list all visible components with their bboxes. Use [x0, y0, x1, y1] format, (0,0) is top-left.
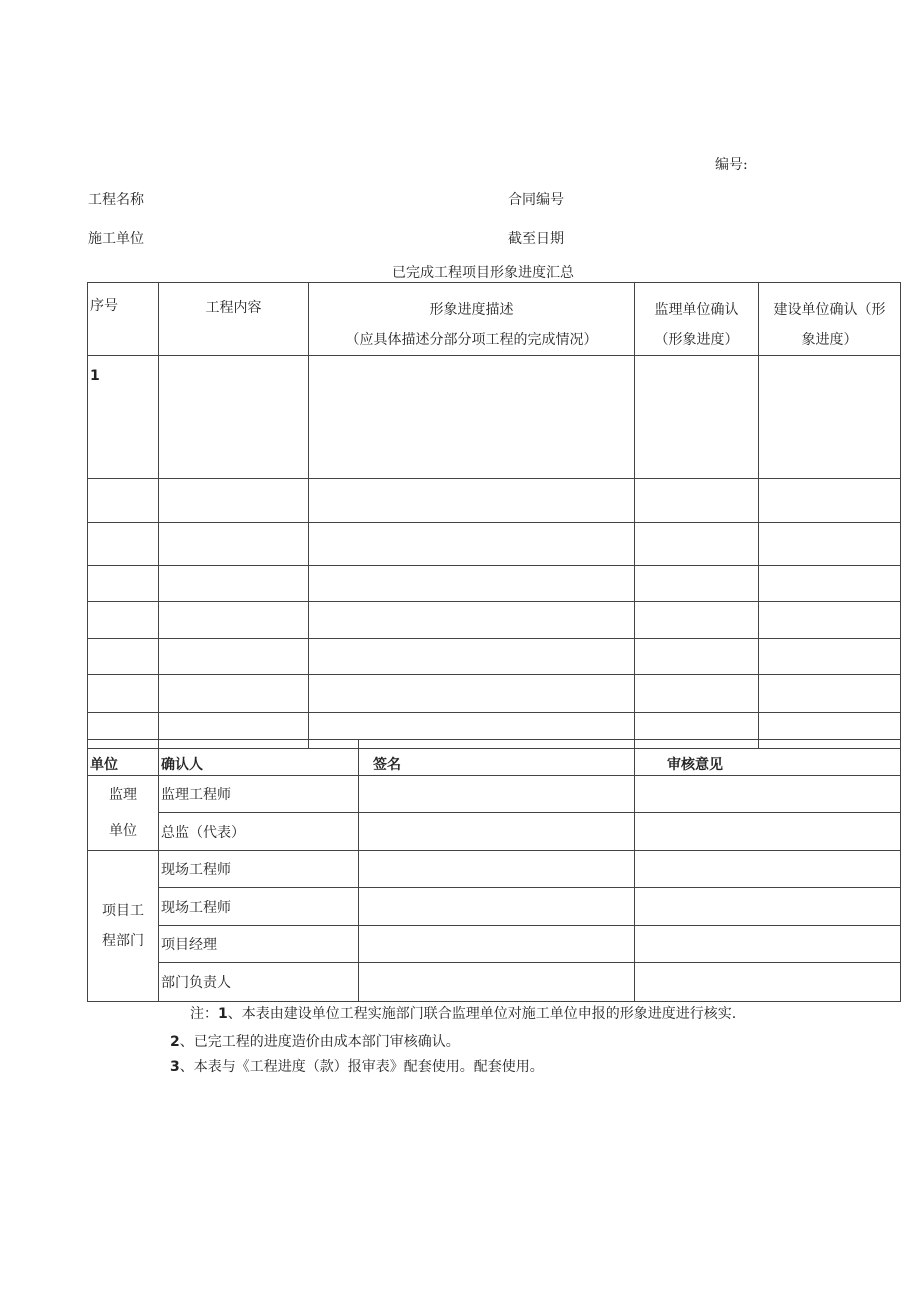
table-row — [88, 356, 901, 479]
number-label: 编号: — [715, 157, 748, 173]
opinion-header: 审核意见 — [635, 740, 901, 776]
seq-cell — [88, 602, 159, 639]
desc-cell[interactable] — [309, 602, 635, 639]
desc-cell[interactable] — [309, 479, 635, 523]
owner-cell[interactable] — [759, 356, 901, 479]
supervision-cell[interactable] — [635, 602, 759, 639]
role-label: 总监（代表） — [159, 813, 359, 851]
table-row — [88, 963, 901, 1002]
content-cell[interactable] — [159, 675, 309, 713]
seq-cell — [88, 675, 159, 713]
table-row — [88, 776, 901, 813]
role-label: 部门负责人 — [159, 963, 359, 1002]
owner-cell[interactable] — [759, 479, 901, 523]
supervision-cell[interactable] — [635, 356, 759, 479]
note-2: 2、已完工程的进度造价由成本部门审核确认。 — [170, 1034, 460, 1050]
table-row — [88, 888, 901, 926]
supervision-unit-cell: 监理 单位 — [88, 776, 159, 851]
signature-cell[interactable] — [359, 963, 635, 1002]
confirm-header-row — [88, 740, 901, 776]
signature-cell[interactable] — [359, 851, 635, 888]
opinion-cell[interactable] — [635, 776, 901, 813]
seq-cell — [88, 523, 159, 566]
desc-cell[interactable] — [309, 523, 635, 566]
supervision-confirm-header: 监理单位确认 （形象进度） — [635, 283, 759, 356]
project-dept-unit-cell: 项目工 程部门 — [88, 851, 159, 1002]
owner-confirm-header: 建设单位确认（形 象进度） — [759, 283, 901, 356]
seq-cell — [88, 566, 159, 602]
table-row — [88, 813, 901, 851]
supervision-cell[interactable] — [635, 479, 759, 523]
role-label: 监理工程师 — [159, 776, 359, 813]
content-cell[interactable] — [159, 356, 309, 479]
role-label: 现场工程师 — [159, 888, 359, 926]
signature-cell[interactable] — [359, 776, 635, 813]
owner-cell[interactable] — [759, 523, 901, 566]
content-cell[interactable] — [159, 479, 309, 523]
progress-table — [87, 282, 901, 749]
owner-cell[interactable] — [759, 566, 901, 602]
seq-cell — [88, 639, 159, 675]
opinion-cell[interactable] — [635, 888, 901, 926]
seq-header: 序号 — [88, 283, 159, 356]
supervision-cell[interactable] — [635, 566, 759, 602]
confirm-table — [87, 739, 901, 1002]
desc-cell[interactable] — [309, 566, 635, 602]
owner-cell[interactable] — [759, 675, 901, 713]
signature-cell[interactable] — [359, 926, 635, 963]
role-label: 现场工程师 — [159, 851, 359, 888]
owner-cell[interactable] — [759, 602, 901, 639]
table-row — [88, 479, 901, 523]
contract-no-label: 合同编号 — [508, 192, 564, 208]
supervision-cell[interactable] — [635, 675, 759, 713]
opinion-cell[interactable] — [635, 851, 901, 888]
content-cell[interactable] — [159, 639, 309, 675]
table-row — [88, 675, 901, 713]
owner-cell[interactable] — [759, 639, 901, 675]
content-cell[interactable] — [159, 602, 309, 639]
table-row — [88, 523, 901, 566]
note-3: 3、本表与《工程进度（款）报审表》配套使用。配套使用。 — [170, 1059, 544, 1075]
table-row — [88, 926, 901, 963]
signature-cell[interactable] — [359, 813, 635, 851]
desc-cell[interactable] — [309, 639, 635, 675]
content-header: 工程内容 — [159, 283, 309, 356]
table-row — [88, 566, 901, 602]
signature-header: 签名 — [359, 740, 635, 776]
person-header: 确认人 — [159, 740, 359, 776]
desc-cell[interactable] — [309, 356, 635, 479]
table-row — [88, 602, 901, 639]
seq-cell — [88, 479, 159, 523]
role-label: 项目经理 — [159, 926, 359, 963]
opinion-cell[interactable] — [635, 926, 901, 963]
seq-cell: 1 — [88, 356, 159, 479]
content-cell[interactable] — [159, 523, 309, 566]
signature-cell[interactable] — [359, 888, 635, 926]
opinion-cell[interactable] — [635, 963, 901, 1002]
contractor-label: 施工单位 — [88, 231, 144, 247]
project-name-label: 工程名称 — [88, 192, 144, 208]
cutoff-date-label: 截至日期 — [508, 231, 564, 247]
supervision-cell[interactable] — [635, 523, 759, 566]
supervision-cell[interactable] — [635, 639, 759, 675]
opinion-cell[interactable] — [635, 813, 901, 851]
desc-header: 形象进度描述 （应具体描述分部分项工程的完成情况） — [309, 283, 635, 356]
note-1: 注：1、本表由建设单位工程实施部门联合监理单位对施工单位申报的形象进度进行核实. — [190, 1006, 737, 1022]
unit-header: 单位 — [88, 740, 159, 776]
table-row — [88, 851, 901, 888]
content-cell[interactable] — [159, 566, 309, 602]
table-row — [88, 639, 901, 675]
summary-title: 已完成工程项目形象进度汇总 — [392, 265, 574, 281]
progress-header-row — [88, 283, 901, 356]
desc-cell[interactable] — [309, 675, 635, 713]
